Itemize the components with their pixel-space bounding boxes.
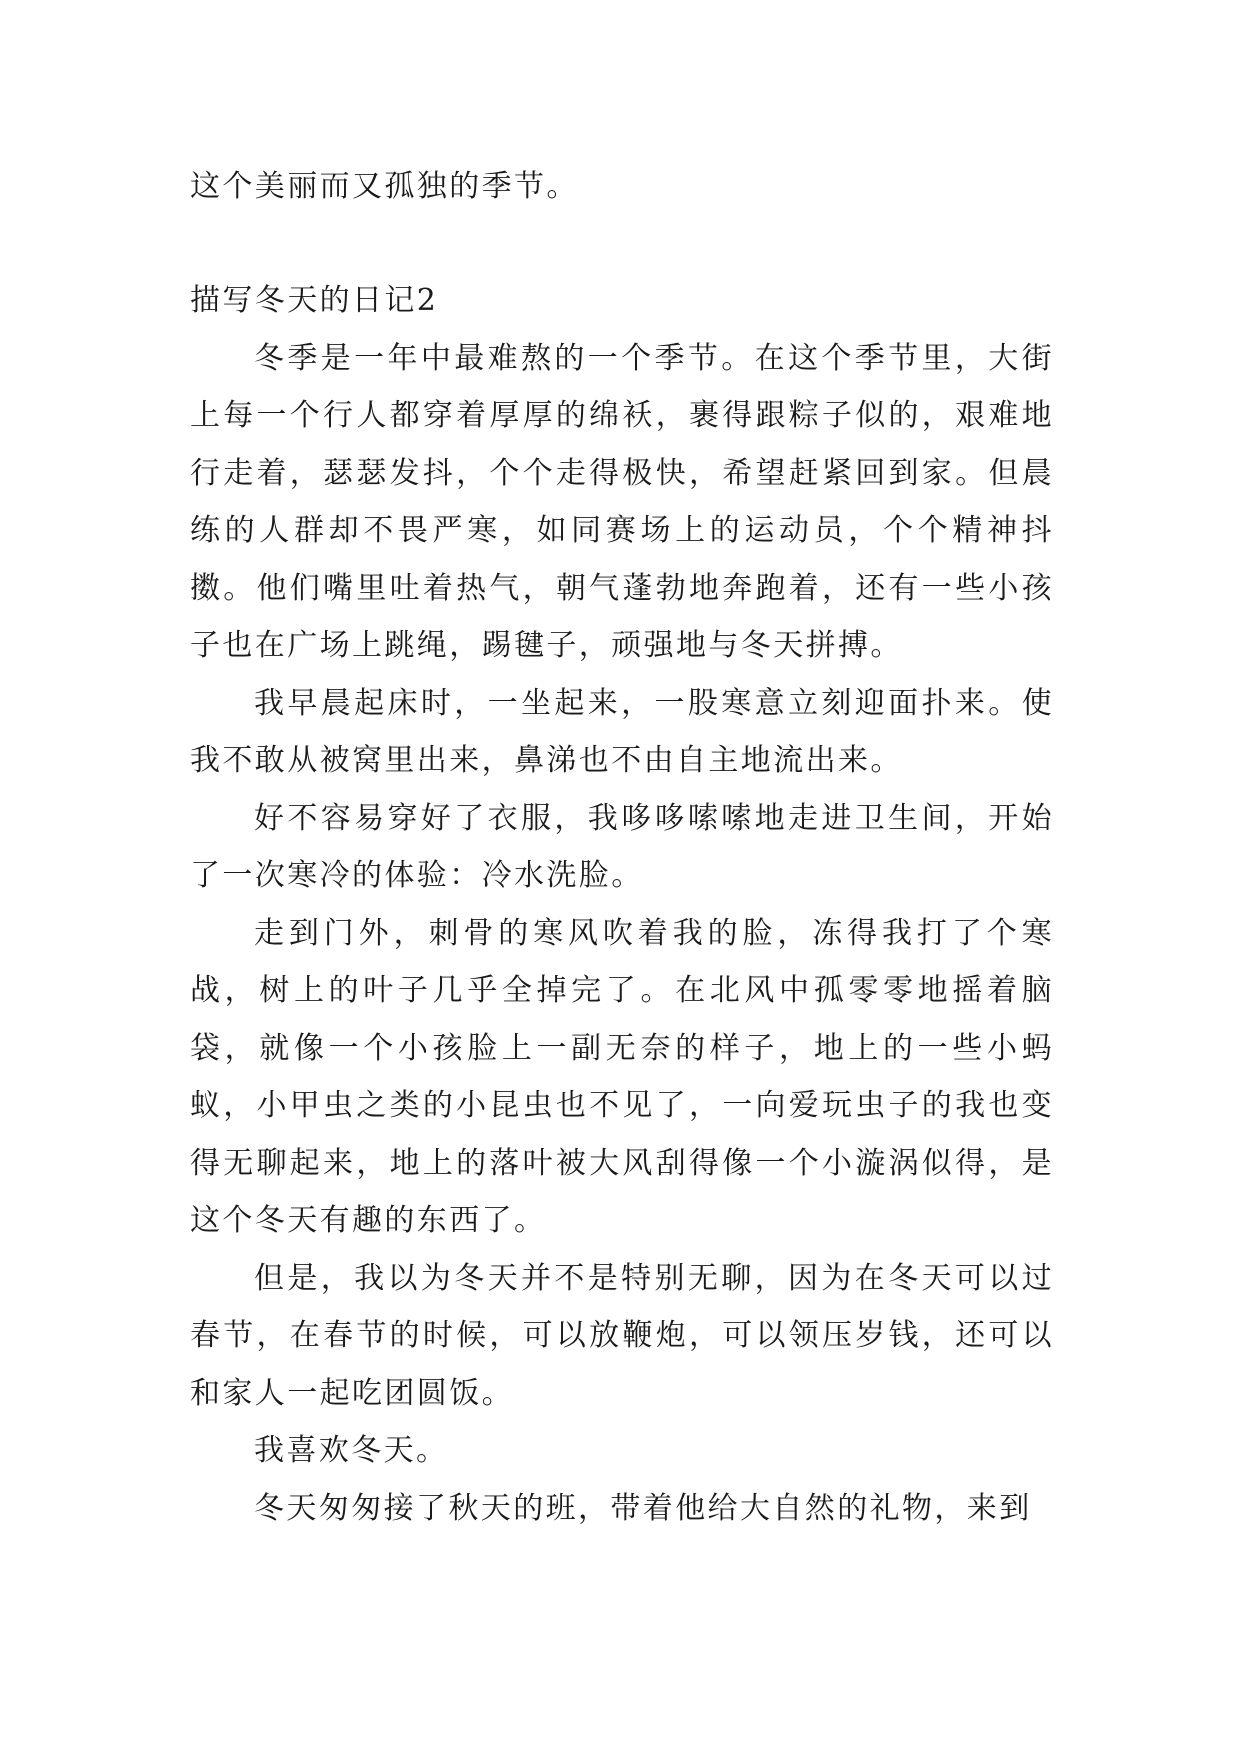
- paragraph: 我喜欢冬天。: [254, 1433, 449, 1468]
- paragraph: 好不容易穿好了衣服，我哆哆嗦嗦地走进卫生间，开始了一次寒冷的体验：冷水洗脸。: [190, 800, 1054, 893]
- paragraph: 我早晨起床时，一坐起来，一股寒意立刻迎面扑来。使我不敢从被窝里出来，鼻涕也不由自主地流出来。: [190, 685, 1054, 778]
- paragraph: 冬天匆匆接了秋天的班，带着他给大自然的礼物，来到: [254, 1490, 1032, 1526]
- paragraph: 冬季是一年中最难熬的一个季节。在这个季节里，大街上每一个行人都穿着厚厚的绵袄，裹得跟粽子似的，艰难地行走着，瑟瑟发抖，个个走得极快，希望赶紧回到家。但晨练的人群却不畏严寒，如同赛场上的运动员，个个精神抖擞。他们嘴里吐着热气，朝气蓬勃地奔跑着，还有一些小孩子也在广场上跳绳，踢毽子，顽强地与冬天拼搏。: [190, 340, 1054, 663]
- paragraph: 但是，我以为冬天并不是特别无聊，因为在冬天可以过春节，在春节的时候，可以放鞭炮，可以领压岁钱，还可以和家人一起吃团圆饭。: [190, 1260, 1054, 1411]
- previous-section-tail: [190, 158, 1054, 216]
- diary-section: [190, 272, 1054, 1537]
- section-heading: 描写冬天的日记2: [190, 283, 439, 318]
- lead-line: 这个美丽而又孤独的季节。: [190, 169, 579, 204]
- paragraph: 走到门外，刺骨的寒风吹着我的脸，冻得我打了个寒战，树上的叶子几乎全掉完了。在北风中孤零零地摇着脑袋，就像一个小孩脸上一副无奈的样子，地上的一些小蚂蚁，小甲虫之类的小昆虫也不见了，一向爱玩虫子的我也变得无聊起来，地上的落叶被大风刮得像一个小漩涡似得，是这个冬天有趣的东西了。: [190, 915, 1054, 1238]
